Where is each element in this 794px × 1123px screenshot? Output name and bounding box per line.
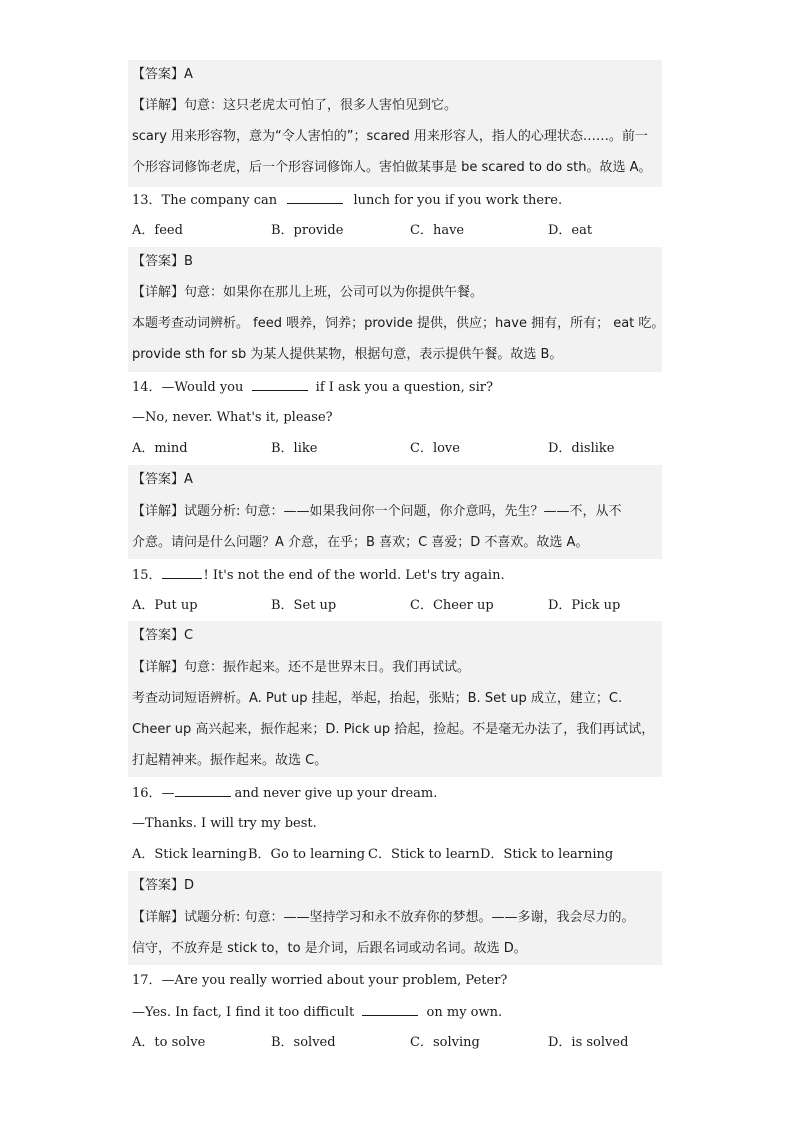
answer-blank <box>362 1003 418 1016</box>
option-17-a: A．to solve <box>132 1035 206 1050</box>
question-13-stem <box>132 191 562 210</box>
answer-blank <box>175 784 231 797</box>
detail-label: 【详解】 <box>132 285 185 300</box>
option-13-b: B．provide <box>271 223 344 238</box>
detail-text: 句意：如果你在那儿上班，公司可以为你提供午餐。 <box>184 285 484 300</box>
stem-part-b: if I ask you a question, sir? <box>315 380 493 395</box>
detail-label: 【详解】 <box>132 910 185 925</box>
stem-part-a: The company can <box>161 193 278 208</box>
answer-blank <box>252 378 308 391</box>
answer-label: 【答案】 <box>132 67 185 82</box>
stem-part-b: and never give up your dream. <box>234 786 438 801</box>
option-17-d: D．is solved <box>548 1035 629 1050</box>
option-13-d: D．eat <box>548 223 593 238</box>
answer-blank <box>162 566 202 579</box>
option-16-b: B．Go to learning <box>248 847 366 862</box>
stem-text: —Are you really worried about your problem, Peter? <box>161 973 508 988</box>
answer-value: C <box>184 628 194 643</box>
option-15-c: C．Cheer up <box>410 598 494 613</box>
answer-line-16 <box>132 877 194 895</box>
option-14-d: D．dislike <box>548 441 615 456</box>
detail-line-13-3: provide sth for sb 为某人提供某物，根据句意，表示提供午餐。故选 B。 <box>132 347 563 362</box>
question-number: 14． <box>132 380 162 395</box>
question-15-stem <box>132 566 505 585</box>
detail-line-16-1 <box>132 909 635 927</box>
question-16-reply: —Thanks. I will try my best. <box>132 816 317 831</box>
detail-text: 句意：振作起来。还不是世界末日。我们再试试。 <box>184 660 471 675</box>
detail-line-15-2: 考查动词短语辨析。A. Put up 挂起，举起，抬起，张贴；B. Set up 成立，建立；C. <box>132 691 623 706</box>
detail-label: 【详解】 <box>132 660 185 675</box>
option-15-d: D．Pick up <box>548 598 621 613</box>
detail-text: 句意：这只老虎太可怕了，很多人害怕见到它。 <box>184 98 458 113</box>
option-17-b: B．solved <box>271 1035 336 1050</box>
option-13-a: A．feed <box>132 223 183 238</box>
answer-label: 【答案】 <box>132 878 185 893</box>
answer-line-13 <box>132 253 193 271</box>
option-17-c: C．solving <box>410 1035 480 1050</box>
stem-part-b: ! It's not the end of the world. Let's try again. <box>203 568 505 583</box>
option-16-d: D．Stick to learning <box>480 847 614 862</box>
detail-line-14-2: 介意。请问是什么问题？A 介意，在乎；B 喜欢；C 喜爱；D 不喜欢。故选 A。 <box>132 535 589 550</box>
answer-line-14 <box>132 471 193 489</box>
question-17-reply <box>132 1003 502 1022</box>
stem-part-a: — <box>161 786 175 801</box>
detail-line-12-1 <box>132 97 457 115</box>
detail-label: 【详解】 <box>132 98 185 113</box>
answer-value: A <box>184 67 193 82</box>
answer-value: B <box>184 254 193 269</box>
detail-text: 试题分析: 句意：——如果我问你一个问题，你介意吗，先生？——不，从不 <box>184 504 622 519</box>
option-13-c: C．have <box>410 223 465 238</box>
detail-line-16-2: 信守，不放弃是 stick to，to 是介词，后跟名词或动名词。故选 D。 <box>132 941 527 956</box>
answer-label: 【答案】 <box>132 254 185 269</box>
detail-line-15-3: Cheer up 高兴起来，振作起来；D. Pick up 拾起，捡起。不是毫无办法了，我们再试试， <box>132 722 655 737</box>
question-number: 16． <box>132 786 162 801</box>
answer-blank <box>287 191 343 204</box>
answer-value: D <box>184 878 195 893</box>
question-number: 13． <box>132 193 162 208</box>
answer-label: 【答案】 <box>132 472 185 487</box>
option-14-c: C．love <box>410 441 460 456</box>
option-14-a: A．mind <box>132 441 188 456</box>
question-17-stem <box>132 972 507 990</box>
answer-label: 【答案】 <box>132 628 185 643</box>
option-14-b: B．like <box>271 441 318 456</box>
detail-line-13-2: 本题考查动词辨析。 feed 喂养，饲养；provide 提供，供应；have 拥有，所有； eat 吃。 <box>132 316 665 331</box>
answer-value: A <box>184 472 193 487</box>
option-16-c: C．Stick to learn <box>368 847 480 862</box>
question-16-stem <box>132 784 437 803</box>
question-number: 15． <box>132 568 162 583</box>
detail-label: 【详解】 <box>132 504 185 519</box>
option-15-b: B．Set up <box>271 598 337 613</box>
detail-line-15-4: 打起精神来。振作起来。故选 C。 <box>132 753 328 768</box>
option-16-a: A．Stick learning <box>132 847 248 862</box>
answer-line-15 <box>132 627 193 645</box>
detail-line-14-1 <box>132 503 622 521</box>
answer-line-12 <box>132 66 193 84</box>
reply-part-a: —Yes. In fact, I find it too difficult <box>132 1005 355 1020</box>
question-14-reply: —No, never. What's it, please? <box>132 410 333 425</box>
question-number: 17． <box>132 973 162 988</box>
detail-line-13-1 <box>132 284 483 302</box>
option-15-a: A．Put up <box>132 598 198 613</box>
stem-part-a: —Would you <box>161 380 244 395</box>
detail-line-12-2: scary 用来形容物，意为“令人害怕的”；scared 用来形容人，指人的心理状态……。前一 <box>132 129 648 144</box>
reply-part-b: on my own. <box>426 1005 503 1020</box>
stem-part-b: lunch for you if you work there. <box>353 193 563 208</box>
detail-line-12-3: 个形容词修饰老虎，后一个形容词修饰人。害怕做某事是 be scared to do sth。故选 A。 <box>132 160 652 175</box>
detail-line-15-1 <box>132 659 470 677</box>
question-14-stem <box>132 378 493 397</box>
detail-text: 试题分析: 句意：——坚持学习和永不放弃你的梦想。——多谢，我会尽力的。 <box>184 910 635 925</box>
